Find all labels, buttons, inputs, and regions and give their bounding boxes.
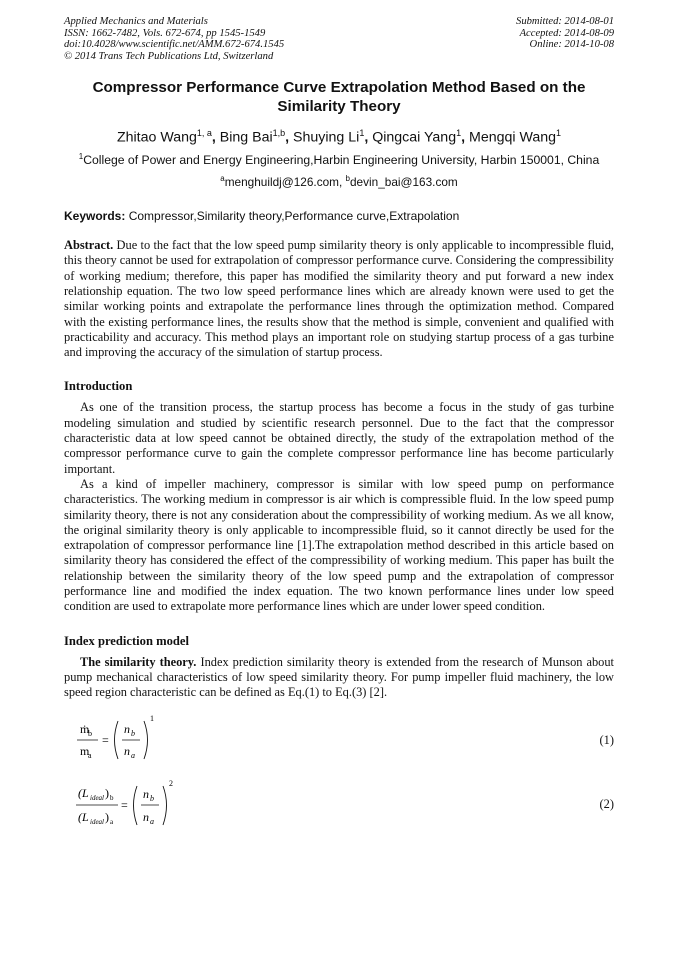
author-sup: 1, a — [196, 128, 212, 139]
journal-info — [64, 16, 284, 62]
eq2-lhs-den-tail-sub: a — [110, 817, 114, 826]
intro-paragraph-1: As one of the transition process, the startup process has become a focus in the study of gas turbine modeling simulation and studied by scientific research personnel. Due to the fact that the compressor characteristic data at low speed cannot be obtained directly, the study of the extrapolation method of the compressor performance curve to gain the complete compressor performance line has become particularly important. — [64, 400, 614, 476]
online-date: Online: 2014-10-08 — [529, 39, 614, 51]
eq1-lhs-den: m — [80, 743, 90, 758]
equation-1-number: (1) — [599, 732, 614, 747]
keywords-label: Keywords: — [64, 209, 126, 224]
eq2-rhs-num: n — [143, 786, 149, 801]
eq2-power: 2 — [169, 778, 173, 788]
abstract-label: Abstract. — [64, 238, 114, 253]
eq2-lhs-num-tail-sub: b — [110, 793, 114, 802]
email-sup: b — [345, 174, 350, 184]
index-model-text: Index prediction similarity theory is extended from the research of Munson about pump mechanical characteristics of low speed similarity theory. For pump impeller fluid machinery, the low speed region characteristic can be defined as Eq.(1) to Eq.(3) [2]. — [64, 654, 614, 700]
author: Zhitao Wang — [116, 130, 197, 147]
equation-2-number: (2) — [599, 796, 614, 811]
section-heading-index-model: Index prediction model — [64, 633, 190, 648]
svg-text:=: = — [121, 797, 128, 812]
author-sup: 1 — [556, 128, 562, 139]
eq1-rhs-den: n — [124, 743, 130, 758]
affiliation-text: College of Power and Energy Engineering,Harbin Engineering University, Harbin 150001, China — [83, 153, 600, 168]
author: Shuying Li — [293, 130, 360, 147]
eq2-rhs-den: n — [143, 809, 149, 824]
eq1-lhs-num: ṁ — [80, 721, 90, 736]
affiliation-sup: 1 — [78, 152, 84, 162]
eq1-power: 1 — [150, 713, 154, 723]
accepted-date: Accepted: 2014-08-09 — [519, 27, 614, 39]
equation-2 — [64, 775, 614, 835]
paper-title: Compressor Performance Curve Extrapolation Method Based on the Similarity Theory — [92, 79, 586, 115]
email-b[interactable]: devin_bai@163.com — [350, 175, 458, 190]
eq1-rhs-num: n — [124, 721, 130, 736]
abstract — [64, 238, 614, 360]
copyright: © 2014 Trans Tech Publications Ltd, Switzerland — [64, 50, 274, 62]
author-list: Zhitao Wang$^{1, a}$, Bing Bai$^{1,b}$, Shuying Li$^1$, Qingcai Yang$^1$, Mengqi Wang$^1$ — [116, 128, 562, 147]
equation-2-graphic — [74, 775, 234, 835]
eq2-lhs-den: (L — [78, 809, 89, 824]
email-sup: a — [220, 174, 225, 184]
keywords-text: Compressor,Similarity theory,Performance curve,Extrapolation — [128, 209, 460, 224]
eq1-lhs-den-sub: a — [88, 750, 92, 760]
submitted-date: Submitted: 2014-08-01 — [516, 16, 614, 27]
author-emails — [64, 174, 614, 189]
email-a[interactable]: menghuildj@126.com, — [224, 175, 343, 190]
journal-header — [64, 16, 614, 62]
svg-text:=: = — [102, 732, 109, 747]
doi: doi:10.4028/www.scientific.net/AMM.672-674.1545 — [64, 39, 285, 51]
eq2-rhs-den-sub: a — [150, 816, 154, 826]
eq1-rhs-den-sub: a — [131, 750, 135, 760]
intro-paragraph-2: As a kind of impeller machinery, compressor is similar with low speed pump on performance characteristics. The working medium in compressor is air which is compressible fluid. In the low speed pump similarity theory, there is not any consideration about the compressibility of working medium. As we all know, the original similarity theory is only applicable to incompressible fluid, so it cannot directly be used for the extrapolation of compressor performance line [1].The extrapolation method described in this article based on similarity theory has considered the effect of the compressibility of working medium. This paper has built the relationship between the similarity theory of the low speed pump and the extrapolation of compressor performance line and modified the index equation. The two known performance lines under low speed condition are used to extrapolate more performance lines which are under lower speed condition. — [64, 476, 614, 614]
eq1-rhs-num-sub: b — [131, 728, 135, 738]
subsection-heading-similarity: The similarity theory. — [80, 654, 197, 669]
author: Mengqi Wang — [469, 130, 557, 147]
equation-1-graphic — [74, 711, 214, 769]
eq1-lhs-num-sub: b — [88, 728, 92, 738]
affiliation — [64, 152, 614, 167]
eq2-lhs-num: (L — [78, 785, 89, 800]
eq2-lhs-num-sub: ideal — [90, 793, 104, 802]
section-heading-introduction: Introduction — [64, 379, 133, 394]
keywords — [64, 209, 614, 223]
eq2-lhs-den-sub: ideal — [90, 817, 104, 826]
eq2-rhs-num-sub: b — [150, 793, 154, 803]
author-sup: 1,b — [272, 128, 286, 139]
issn: ISSN: 1662-7482, Vols. 672-674, pp 1545-1549 — [64, 27, 266, 39]
dates — [516, 16, 614, 62]
journal-name: Applied Mechanics and Materials — [64, 16, 208, 27]
author-sup: 1 — [456, 128, 462, 139]
author-sup: 1 — [359, 128, 365, 139]
eq2-lhs-num-tail: ) — [105, 785, 109, 800]
equation-1 — [64, 711, 614, 769]
index-model-paragraph — [64, 655, 614, 701]
author: Qingcai Yang — [372, 130, 457, 147]
author: Bing Bai — [219, 130, 273, 147]
abstract-text: Due to the fact that the low speed pump similarity theory is only applicable to incompressible fluid, this theory cannot be used for extrapolation of compressor performance curve. Considering the compressibility of working medium; therefore, this paper has modified the similarity theory and put forward a new index relationship equation. The two low speed performance lines which are already known were used to get the similar working points and extrapolate the performance lines through the optimization method. Compared with the existing performance lines, the results show that the method is simple, convenient and qualified with practicability and accuracy. This method plays an important role on studying startup process of a gas turbine and improving the accuracy of the simulation of startup process. — [64, 238, 614, 360]
eq2-lhs-den-tail: ) — [105, 809, 109, 824]
